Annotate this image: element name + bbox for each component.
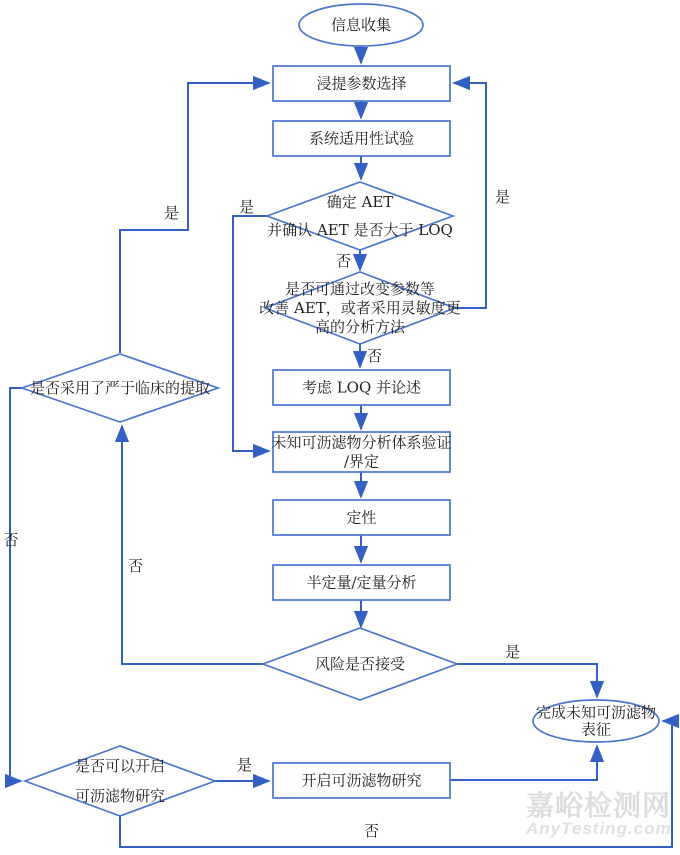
connector-label-stricter-yes-to-extraction: 是 bbox=[164, 204, 180, 222]
node-improve-aet bbox=[259, 272, 461, 344]
node-label-semi-quantitative-analysis-0: 半定量/定量分析 bbox=[306, 573, 417, 592]
node-system-suitability-test bbox=[273, 121, 450, 156]
connector-aet-no-to-improve bbox=[336, 250, 360, 270]
connector-improve-yes-to-extraction bbox=[454, 83, 510, 308]
node-label-determine-aet-0: 确定 AET bbox=[326, 193, 394, 211]
node-label-extraction-parameter-selection-0: 浸提参数选择 bbox=[316, 74, 407, 93]
connector-risk-no-to-stricter bbox=[122, 426, 263, 664]
connector-risk-yes-to-complete bbox=[457, 643, 597, 697]
node-label-improve-aet-2: 高的分析方法 bbox=[314, 318, 406, 336]
watermark-site-name: 嘉峪检测网 bbox=[526, 789, 672, 822]
node-label-start-leachables-study-0: 开启可沥滤物研究 bbox=[301, 771, 422, 790]
node-label-determine-aet-1: 并确认 AET 是否大于 LOQ bbox=[267, 221, 453, 239]
connector-label-stricter-no-to-canstart: 否 bbox=[3, 531, 19, 549]
connector-stricter-no-to-canstart bbox=[3, 388, 22, 781]
watermark-site-url: AnyTesting.com bbox=[526, 819, 672, 839]
node-risk-acceptable bbox=[263, 628, 457, 700]
connector-startstudy-to-complete bbox=[450, 746, 597, 780]
node-stricter-than-clinical bbox=[22, 354, 218, 422]
node-determine-aet bbox=[267, 182, 453, 250]
node-label-improve-aet-0: 是否可通过改变参数等 bbox=[284, 280, 436, 298]
node-label-complete-characterization-1: 表征 bbox=[580, 720, 612, 739]
node-label-improve-aet-1: 改善 AET，或者采用灵敏度更 bbox=[259, 299, 461, 317]
connector-label-risk-no-to-stricter: 否 bbox=[128, 557, 144, 575]
node-unknown-leachables-validation bbox=[271, 432, 451, 472]
node-label-qualitative-0: 定性 bbox=[346, 508, 377, 527]
node-info-collection bbox=[299, 4, 423, 46]
node-label-complete-characterization-0: 完成未知可沥滤物 bbox=[535, 703, 657, 722]
connector-label-improve-yes-to-extraction: 是 bbox=[495, 188, 511, 206]
connector-canstart-yes-to-startstudy bbox=[215, 756, 269, 781]
node-consider-loq bbox=[273, 370, 450, 405]
node-label-info-collection-0: 信息收集 bbox=[330, 16, 392, 34]
connector-label-canstart-no-to-complete: 否 bbox=[364, 822, 380, 840]
node-qualitative bbox=[273, 500, 450, 535]
node-label-can-start-leachables-0: 是否可以开启 bbox=[74, 757, 166, 775]
node-extraction-parameter-selection bbox=[273, 66, 450, 101]
node-start-leachables-study bbox=[273, 763, 450, 798]
node-label-unknown-leachables-validation-0: 未知可沥滤物分析体系验证 bbox=[271, 433, 452, 452]
connector-label-aet-no-to-improve: 否 bbox=[335, 252, 351, 270]
connector-label-risk-yes-to-complete: 是 bbox=[505, 643, 521, 661]
node-semi-quantitative-analysis bbox=[273, 565, 450, 600]
connector-label-improve-no-to-loq: 否 bbox=[367, 347, 383, 365]
shape-layer bbox=[22, 4, 659, 816]
node-label-system-suitability-test-0: 系统适用性试验 bbox=[308, 129, 415, 148]
node-label-risk-acceptable-0: 风险是否接受 bbox=[314, 655, 406, 673]
node-can-start-leachables bbox=[25, 746, 215, 816]
connector-improve-no-to-loq bbox=[360, 344, 382, 367]
node-label-consider-loq-0: 考虑 LOQ 并论述 bbox=[301, 378, 422, 397]
connector-label-canstart-yes-to-startstudy: 是 bbox=[237, 756, 253, 774]
connector-aet-yes-to-validation bbox=[233, 198, 269, 451]
node-complete-characterization bbox=[533, 700, 659, 742]
node-label-stricter-than-clinical-0: 是否采用了严于临床的提取 bbox=[29, 379, 211, 397]
node-label-can-start-leachables-1: 可沥滤物研究 bbox=[74, 787, 166, 805]
connector-label-aet-yes-to-validation: 是 bbox=[239, 198, 255, 216]
node-label-unknown-leachables-validation-1: /界定 bbox=[343, 452, 380, 471]
connector-stricter-yes-to-extraction bbox=[120, 83, 269, 353]
